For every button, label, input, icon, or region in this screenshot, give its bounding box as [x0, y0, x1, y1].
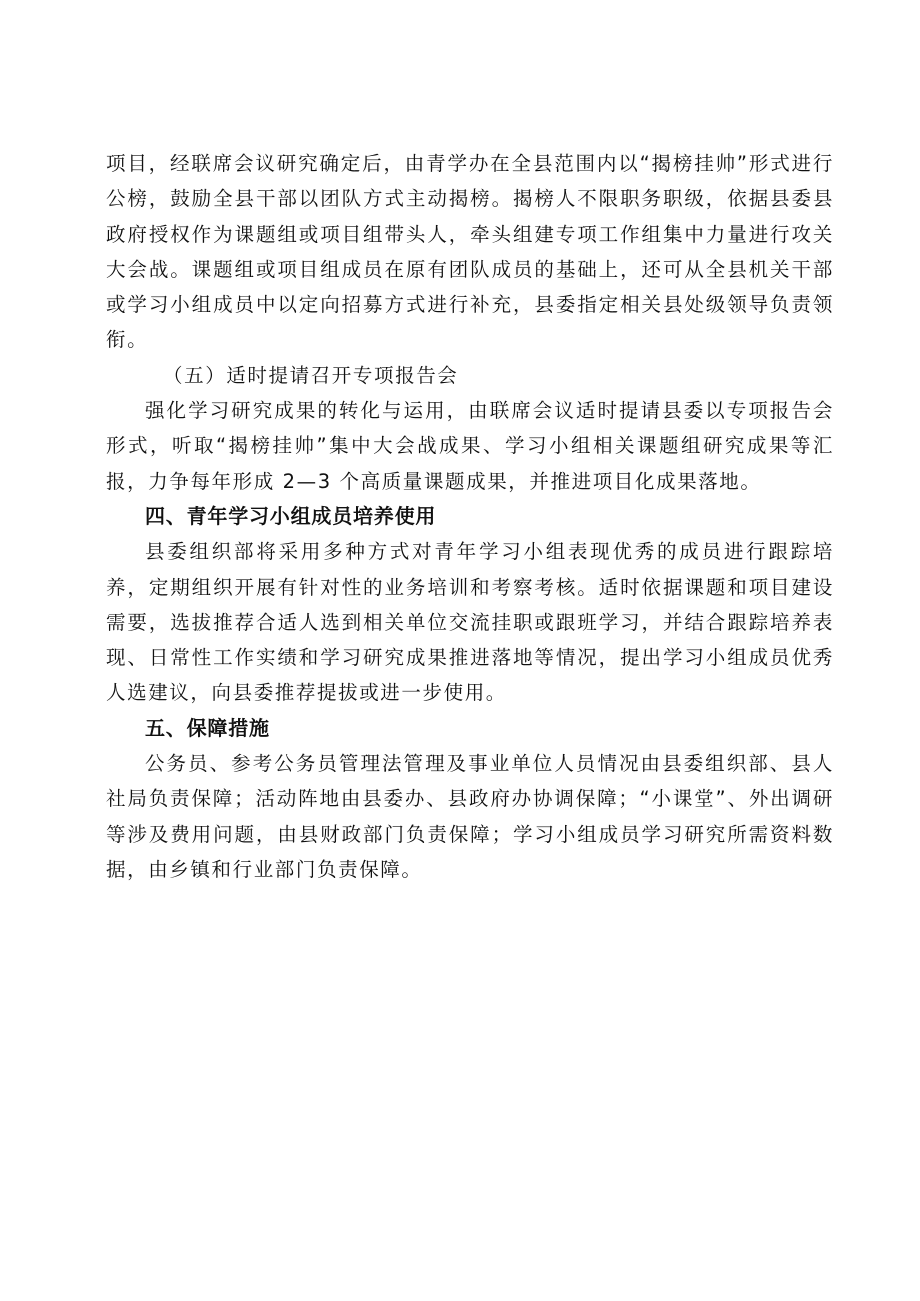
subsection-5-heading: （五）适时提请召开专项报告会 [163, 363, 459, 387]
section-5-body: 公务员、参考公务员管理法管理及事业单位人员情况由县委组织部、县人社局负责保障；活动阵地由县委办、县政府办协调保障；“小课堂”、外出调研等涉及费用问题，由县财政部门负责保障；学习小组成员学习研究所需资料数据，由乡镇和行业部门负责保障。 [106, 752, 834, 881]
intro-paragraph: 项目，经联席会议研究确定后，由青学办在全县范围内以“揭榜挂帅”形式进行公榜，鼓励全县干部以团队方式主动揭榜。揭榜人不限职务职级，依据县委县政府授权作为课题组或项目组带头人，牵头组建专项工作组集中力量进行攻关大会战。课题组或项目组成员在原有团队成员的基础上，还可从全县机关干部或学习小组成员中以定向招募方式进行补充，县委指定相关县处级领导负责领衔。 [106, 152, 834, 352]
section-5-heading: 五、保障措施 [145, 715, 270, 740]
document-content [106, 146, 834, 887]
section-4-body: 县委组织部将采用多种方式对青年学习小组表现优秀的成员进行跟踪培养，定期组织开展有针对性的业务培训和考察考核。适时依据课题和项目建设需要，选拔推荐合适人选到相关单位交流挂职或跟班学习，并结合跟踪培养表现、日常性工作实绩和学习研究成果推进落地等情况，提出学习小组成员优秀人选建议，向县委推荐提拔或进一步使用。 [106, 540, 834, 705]
section-4-heading: 四、青年学习小组成员培养使用 [145, 503, 437, 528]
subsection-5-body: 强化学习研究成果的转化与运用，由联席会议适时提请县委以专项报告会形式，听取“揭榜挂帅”集中大会战成果、学习小组相关课题组研究成果等汇报，力争每年形成 2—3 个高质量课题成果，并推进项目化成果落地。 [106, 399, 834, 493]
